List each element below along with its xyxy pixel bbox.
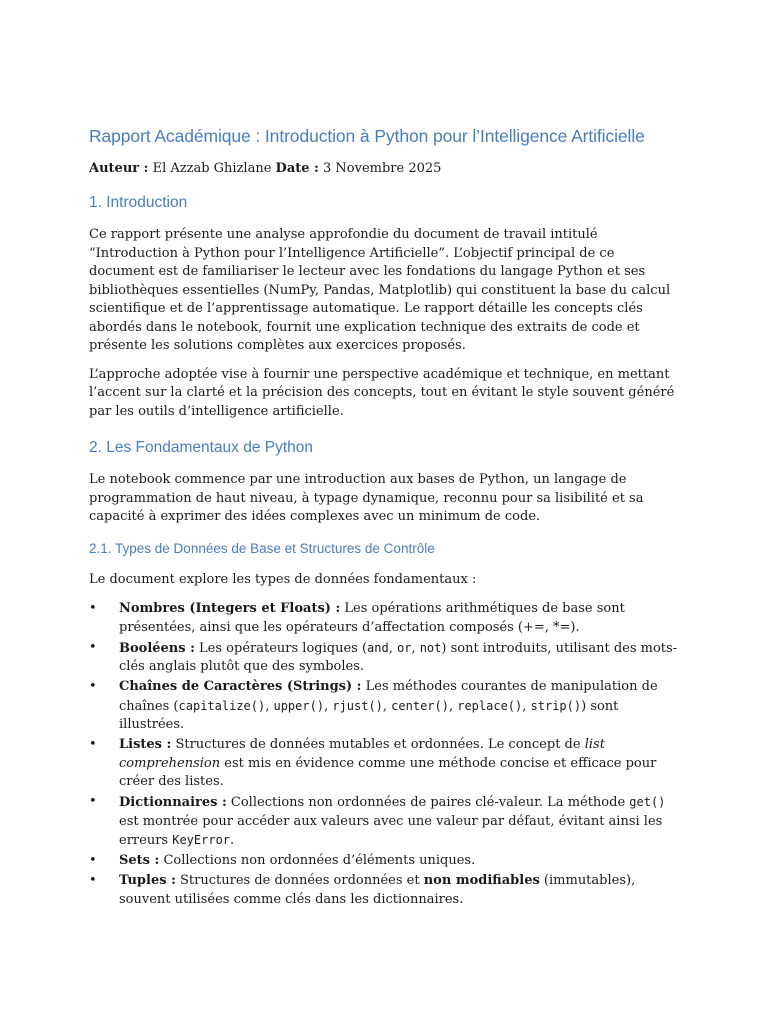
list-item [89, 600, 679, 637]
term: Sets : [119, 853, 160, 868]
separator: , [382, 698, 392, 714]
item-text: ) sont illustrées. [119, 698, 619, 732]
item-text: Les méthodes courantes de manipulation de chaînes ( [119, 679, 658, 714]
item-text: Collections non ordonnées de paires clé-valeur. La méthode [226, 795, 630, 810]
inline-code: KeyError [172, 833, 231, 847]
inline-code: capitalize() [178, 698, 266, 713]
inline-code: replace() [457, 698, 523, 713]
document-title: Rapport Académique : Introduction à Python pour l’Intelligence Artificielle [89, 126, 645, 146]
item-text: est mis en évidence comme une méthode concise et efficace pour créer des listes. [119, 755, 657, 789]
item-text: Les opérations arithmétiques de base sont présentées, ainsi que les opérateurs d’affectation composés (+=, *=). [119, 601, 625, 635]
types-list [89, 600, 679, 909]
item-text: (immutables), souvent utilisées comme clés dans les dictionnaires. [119, 873, 636, 907]
inline-code: center() [391, 698, 449, 713]
item-text: Collections non ordonnées d’éléments uniques. [159, 853, 476, 868]
bullet-icon: • [89, 873, 97, 888]
inline-code: get() [629, 795, 666, 809]
author-label: Auteur : [89, 161, 149, 176]
section-heading-fondamentaux: 2. Les Fondamentaux de Python [89, 439, 314, 456]
document-page [89, 124, 679, 911]
term: Tuples : [119, 873, 176, 888]
inline-code: not [419, 640, 442, 655]
list-item [89, 852, 679, 871]
inline-code: strip() [530, 698, 582, 713]
inline-code: rjust() [332, 698, 383, 713]
list-item [89, 736, 679, 792]
document-meta [89, 159, 679, 178]
item-text: . [230, 833, 235, 848]
date-value: 3 Novembre 2025 [323, 161, 442, 176]
separator: , [411, 640, 420, 656]
list-item [89, 793, 679, 851]
item-text: Structures de données ordonnées et [175, 873, 424, 888]
bullet-icon: • [89, 853, 97, 868]
separator: , [265, 698, 274, 714]
item-text: Les opérateurs logiques ( [194, 640, 368, 656]
section-heading-introduction: 1. Introduction [89, 194, 188, 211]
separator: , [324, 698, 333, 714]
paragraph: Ce rapport présente une analyse approfondie du document de travail intitulé “Introduction à Python pour l’Intelligence Artificielle”. L’objectif principal de ce document est de familiariser le lecteur avec les fondations du langage Python et ses bibliothèques essentielles (NumPy, Pandas, Matplotlib) qui constituent la base du calcul scientifique et de l’apprentissage automatique. Le rapport détaille les concepts clés abordés dans le notebook, fournit une explication technique des extraits de code et présente les solutions complètes aux exercices proposés. [89, 227, 671, 353]
inline-code: or [396, 640, 412, 655]
emphasis: list comprehension [119, 737, 605, 771]
paragraph: Le document explore les types de données fondamentaux : [89, 571, 477, 587]
bullet-icon: • [89, 639, 97, 655]
term: Listes : [119, 737, 172, 752]
bullet-icon: • [89, 737, 97, 752]
inline-code: and [367, 640, 389, 655]
date-label: Date : [275, 161, 319, 176]
item-text: Structures de données mutables et ordonnées. Le concept de [171, 737, 585, 752]
bullet-icon: • [89, 601, 97, 616]
item-text: est montrée pour accéder aux valeurs avec une valeur par défaut, évitant ainsi les erreurs [119, 813, 663, 848]
term: Nombres (Integers et Floats) : [119, 601, 341, 616]
term: Chaînes de Caractères (Strings) : [119, 679, 362, 694]
strong-text: non modifiables [423, 873, 540, 888]
term: Booléens : [119, 640, 195, 656]
paragraph: Le notebook commence par une introduction aux bases de Python, un langage de programmation de haut niveau, à typage dynamique, reconnu pour sa lisibilité et sa capacité à exprimer des idées complexes avec un minimum de code. [89, 472, 644, 524]
separator: , [448, 698, 458, 714]
list-item [89, 872, 679, 909]
item-text: ) sont introduits, utilisant des mots-clés anglais plutôt que des symboles. [119, 640, 678, 674]
paragraph: L’approche adoptée vise à fournir une perspective académique et technique, en mettant l’accent sur la clarté et la précision des concepts, tout en évitant le style souvent généré par les outils d’intelligence artificielle. [89, 366, 675, 419]
separator: , [388, 640, 397, 656]
bullet-icon: • [89, 679, 97, 694]
subsection-heading-types: 2.1. Types de Données de Base et Structures de Contrôle [89, 540, 435, 556]
bullet-icon: • [89, 794, 97, 809]
list-item [89, 678, 679, 735]
inline-code: upper() [273, 698, 325, 713]
author-name: El Azzab Ghizlane [152, 161, 272, 176]
term: Dictionnaires : [119, 795, 227, 810]
list-item [89, 639, 679, 677]
separator: , [522, 698, 531, 714]
